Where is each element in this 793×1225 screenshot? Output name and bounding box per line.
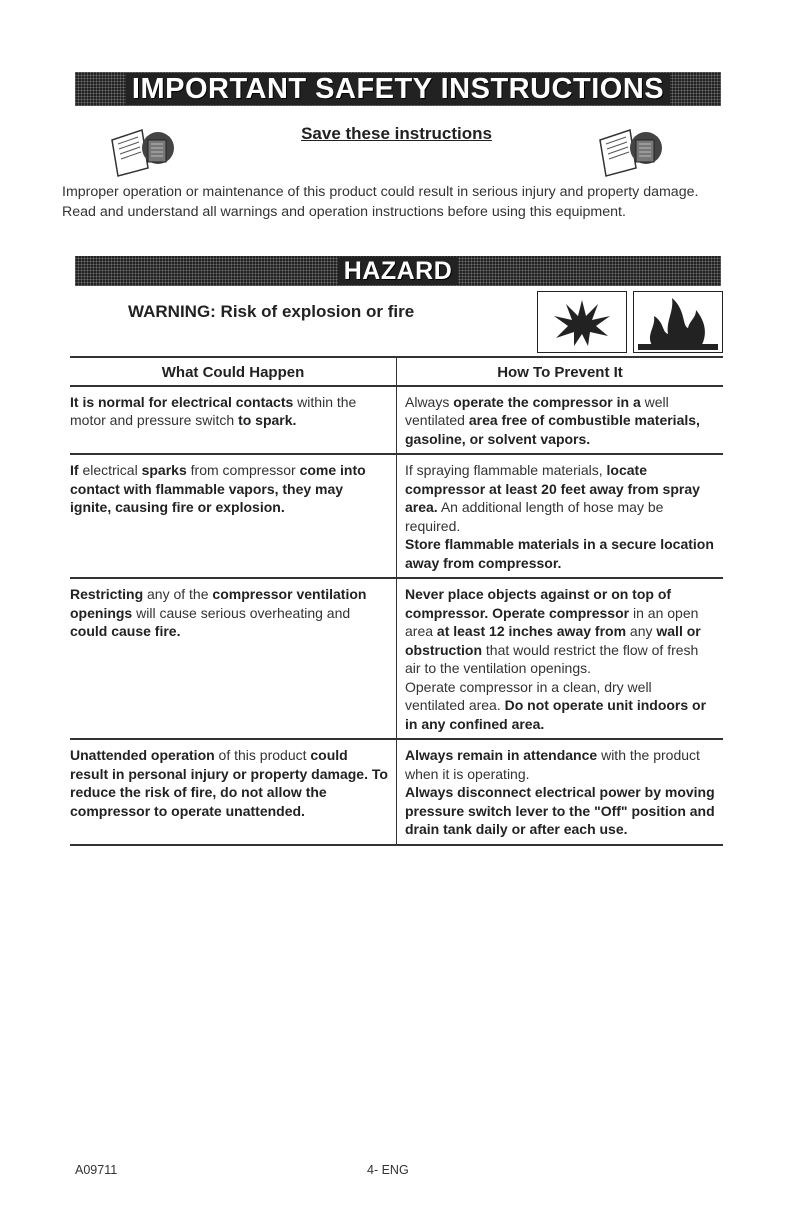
page-number: 4- ENG [367,1163,409,1177]
text-run: locate compressor at least 20 feet away from spray area. [405,462,700,515]
cell-paragraph [70,585,388,641]
hazard-pictograms [537,291,723,353]
explosion-icon [537,291,627,353]
text-run: could cause fire. [70,623,181,639]
text-run: any [626,623,657,639]
cell-paragraph [405,746,715,783]
cell-paragraph [70,393,388,430]
warning-heading: WARNING: Risk of explosion or fire [128,302,415,321]
prevention-cell [397,578,724,739]
text-run: well ventilated [405,393,669,428]
text-run: Restricting [70,586,144,602]
fire-icon [633,291,723,353]
manual-book-icon [596,118,666,178]
table-row [70,454,723,578]
text-run: will cause serious overheating and [132,604,351,621]
text-run: at least 12 inches away from [436,623,627,639]
table-header-row [70,357,723,386]
hazard-cell [70,578,397,739]
prevention-cell [397,739,724,845]
text-run: Never place objects against or on top of compressor. Operate compressor [405,586,672,621]
text-run: Store flammable materials in a secure location away from compressor. [405,536,714,571]
table-row [70,739,723,845]
cell-paragraph [405,678,715,734]
text-run: could result in personal injury or property damage. To reduce the risk of fire, do not allow the compressor to operate unattended. [70,747,388,819]
intro-paragraph: Improper operation or maintenance of this product could result in serious injury and property damage. Read and understand all warnings and operation instructions before using this equipment. [62,184,699,220]
cell-paragraph [405,585,715,678]
cell-paragraph [405,783,715,839]
text-run: to spark. [238,412,297,428]
hazard-title: HAZARD [338,257,459,285]
cell-paragraph [405,535,715,572]
text-run: Always remain in attendance [405,747,598,763]
table-row [70,578,723,739]
document-code: A09711 [75,1163,118,1177]
text-run: It is normal for electrical contacts [70,393,294,410]
page-title: IMPORTANT SAFETY INSTRUCTIONS [126,73,670,105]
column-header-how-to-prevent-it: How To Prevent It [397,357,724,386]
table-body [70,386,723,845]
text-run: Do not operate unit indoors or in any confined area. [405,697,707,732]
text-run: If spraying flammable materials, [405,462,607,478]
text-run: Unattended operation [70,747,215,763]
text-run: electrical [78,462,142,478]
prevention-cell [397,454,724,578]
text-run: area free of combustible materials, gasoline, or solvent vapors. [405,412,700,447]
hazard-cell [70,454,397,578]
text-run: within the motor and pressure switch [70,393,357,428]
column-header-what-could-happen: What Could Happen [70,357,397,386]
text-run: compressor ventilation openings [70,586,367,621]
hazard-cell [70,386,397,455]
text-run: wall or obstruction [405,623,701,658]
title-banner [75,72,721,106]
text-run: Operate compressor in a clean, dry well ventilated area. [405,678,652,713]
text-run: any of the [143,586,213,602]
text-run: with the product when it is operating. [405,747,700,782]
text-run: operate the compressor in a [453,393,641,410]
cell-paragraph [70,746,388,820]
text-run: of this product [214,747,311,763]
hazard-banner [75,256,721,286]
prevention-cell [397,386,724,455]
text-run: from compressor [186,462,300,478]
hazard-cell [70,739,397,845]
table-row [70,386,723,455]
cell-paragraph [405,461,715,535]
cell-paragraph [70,461,388,517]
cell-paragraph [405,393,715,449]
text-run: Always [405,393,454,410]
text-run: An additional length of hose may be required. [405,499,664,534]
text-run: in an open area [405,604,699,639]
text-run: Always disconnect electrical power by moving pressure switch lever to the "Off" position and drain tank daily or after each use. [405,784,715,837]
hazard-table [70,356,723,846]
save-instructions-note: Save these instructions [301,124,492,143]
text-run: sparks [141,462,187,478]
text-run: that would restrict the flow of fresh air to the ventilation openings. [405,641,699,676]
text-run: come into contact with flammable vapors, they may ignite, causing fire or explosion. [70,462,366,515]
text-run: If [70,462,79,478]
